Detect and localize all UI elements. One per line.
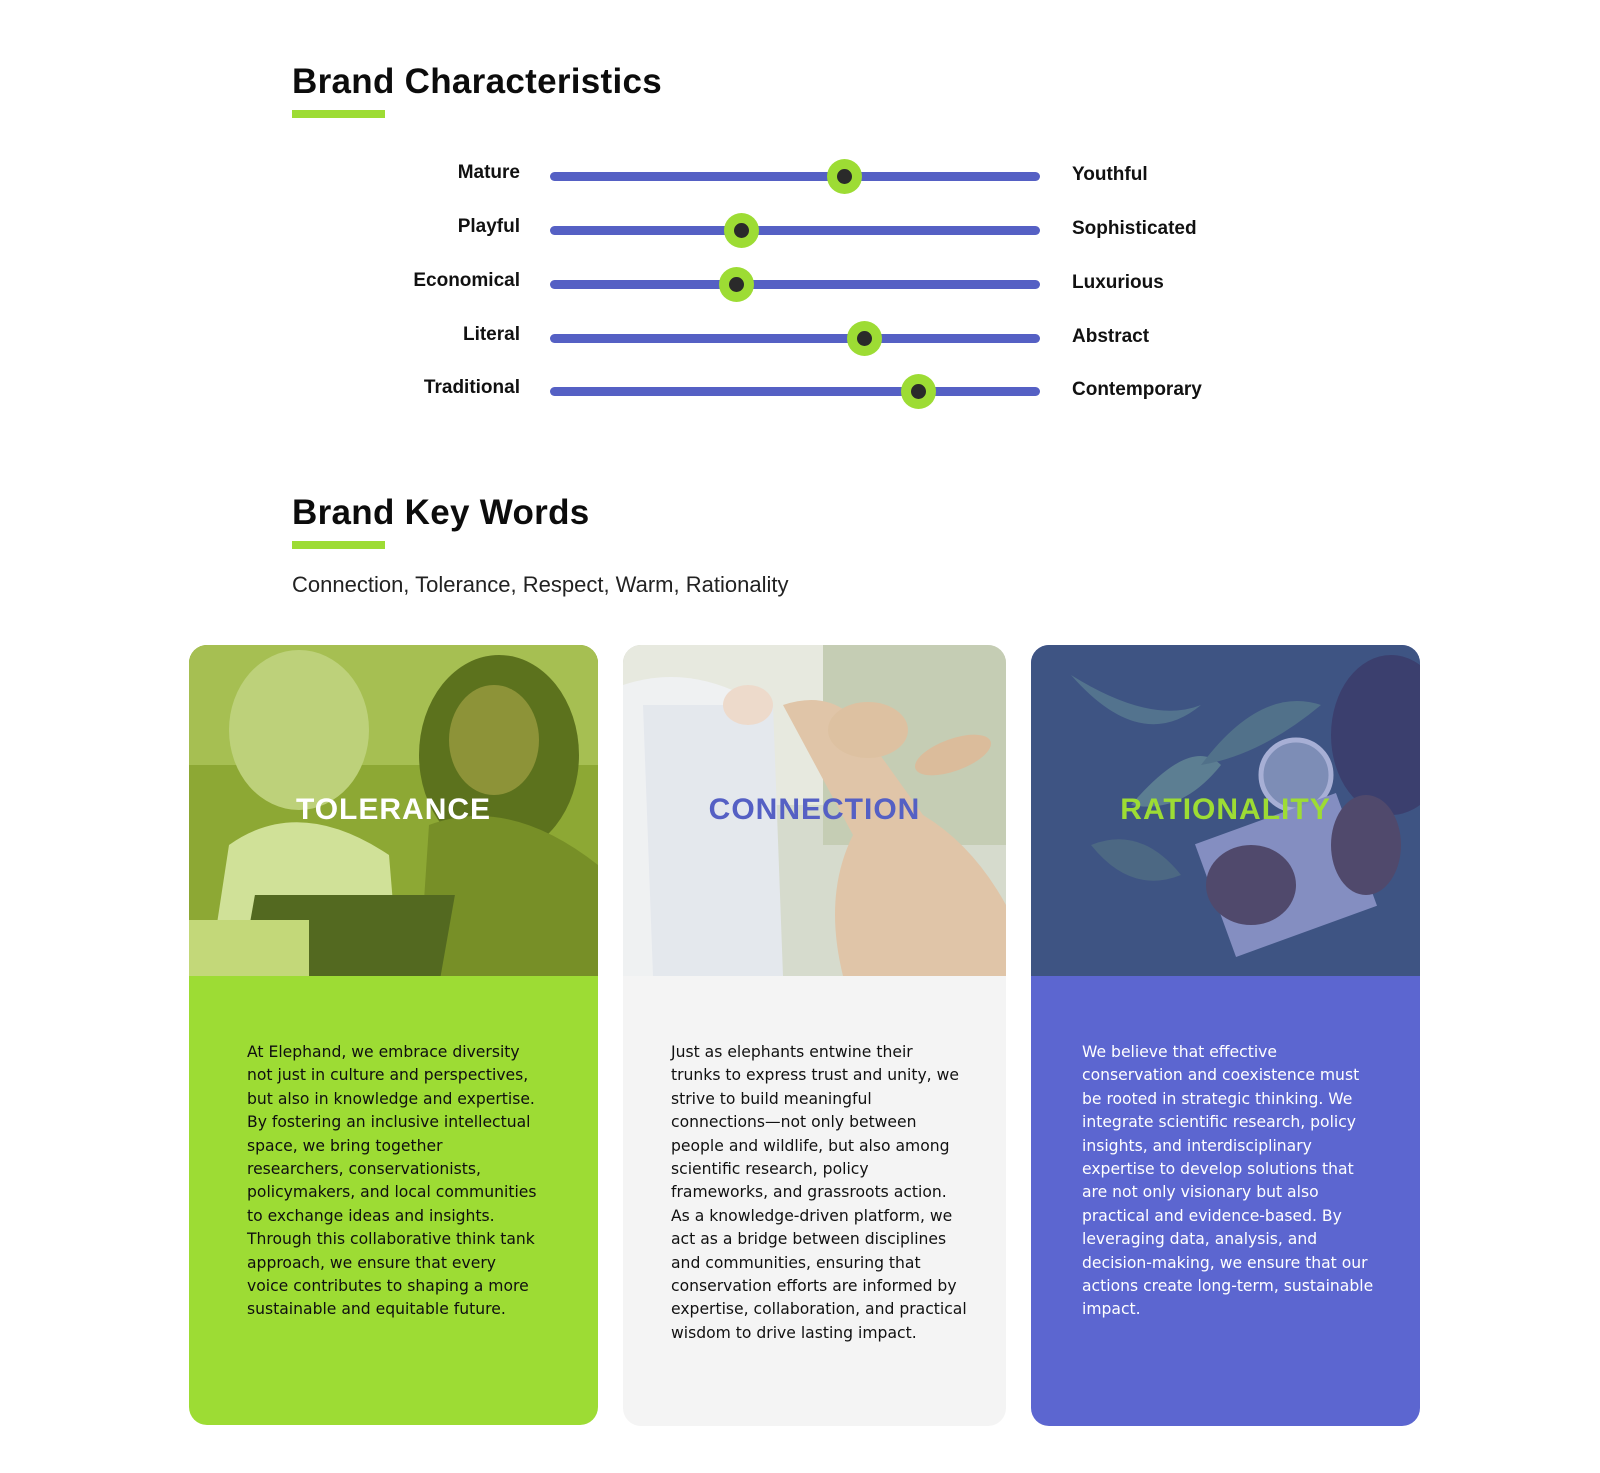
slider-thumb[interactable] [827, 159, 862, 194]
slider-right-label: Abstract [1072, 326, 1150, 347]
card-rationality [1031, 645, 1420, 1426]
slider-row [0, 262, 1600, 302]
slider-right-label: Youthful [1072, 164, 1148, 185]
brand-characteristics-title: Brand Characteristics [292, 62, 663, 101]
card-text-connection: Just as elephants entwine their trunks to express trust and unity, we strive to build meaningful connections—not only between people and wildlife, but also among scientific research, policy frameworks, and grassroots action. As a knowledge-driven platform, we act as a bridge between disciplines and communities, ensuring that conservation efforts are informed by expertise, collaboration, and practical wisdom to drive lasting impact. [671, 1043, 967, 1342]
slider-row [0, 369, 1600, 409]
card-word-connection: CONNECTION [708, 793, 921, 826]
brand-key-words-title: Brand Key Words [292, 493, 590, 532]
slider-left-label: Literal [462, 324, 520, 345]
title-underline [292, 541, 385, 549]
card-photo-connection [623, 645, 1006, 976]
card-word-rationality: RATIONALITY [1120, 793, 1331, 826]
slider-thumb[interactable] [847, 321, 882, 356]
card-connection [623, 645, 1006, 1426]
slider-left-label: Mature [457, 162, 520, 183]
title-underline [292, 110, 385, 118]
slider-right-label: Luxurious [1072, 272, 1164, 293]
slider-thumb[interactable] [719, 267, 754, 302]
card-text-rationality: We believe that effective conservation and coexistence must be rooted in strategic thinking. We integrate scientific research, policy insights, and interdisciplinary expertise to develop solutions that are not only visionary but also practical and evidence-based. By leveraging data, analysis, and decision-making, we ensure that our actions create long-term, sustainable impact. [1082, 1043, 1374, 1319]
slider-row [0, 316, 1600, 356]
card-photo-tolerance [189, 645, 598, 976]
keywords-list: Connection, Tolerance, Respect, Warm, Rationality [292, 572, 789, 597]
slider-track[interactable] [550, 334, 1040, 343]
slider-row [0, 208, 1600, 248]
card-tolerance [189, 645, 598, 1425]
slider-left-label: Traditional [423, 377, 520, 398]
slider-right-label: Sophisticated [1072, 218, 1197, 239]
slider-left-label: Playful [457, 216, 520, 237]
card-text-tolerance: At Elephand, we embrace diversity not just in culture and perspectives, but also in knowledge and expertise. By fostering an inclusive intellectual space, we bring together researchers, conservationists, policymakers, and local communities to exchange ideas and insights. Through this collaborative think tank approach, we ensure that every voice contributes to shaping a more sustainable and equitable future. [247, 1043, 537, 1319]
slider-track[interactable] [550, 280, 1040, 289]
slider-right-label: Contemporary [1072, 379, 1202, 400]
slider-left-label: Economical [413, 270, 520, 291]
slider-track[interactable] [550, 387, 1040, 396]
slider-row [0, 154, 1600, 194]
slider-track[interactable] [550, 172, 1040, 181]
card-word-tolerance: TOLERANCE [295, 793, 492, 826]
slider-track[interactable] [550, 226, 1040, 235]
slider-thumb[interactable] [724, 213, 759, 248]
slider-thumb[interactable] [901, 374, 936, 409]
card-photo-rationality [1031, 645, 1420, 976]
